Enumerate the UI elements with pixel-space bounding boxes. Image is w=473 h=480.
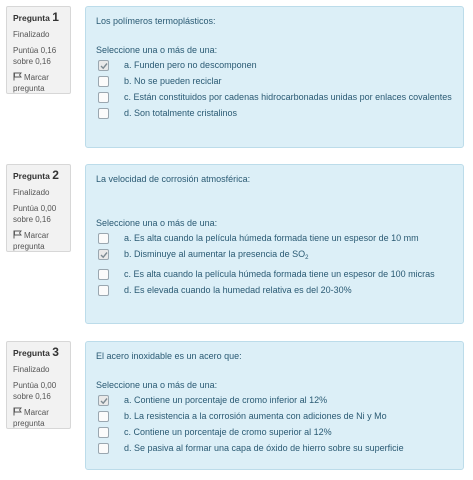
answer-prompt: Seleccione una o más de una: (96, 45, 218, 55)
answer-option-d[interactable] (96, 442, 453, 454)
answer-option-c[interactable] (96, 426, 453, 438)
flag-icon (13, 72, 22, 81)
checkbox-icon[interactable] (98, 427, 109, 438)
checkbox-icon[interactable] (98, 76, 109, 87)
question-text: Los polímeros termoplásticos: (96, 16, 216, 26)
option-label: a. Funden pero no descomponen (124, 60, 257, 70)
option-subscript: 2 (305, 255, 309, 261)
option-label: d. Son totalmente cristalinos (124, 108, 238, 118)
answer-option-a[interactable] (96, 394, 453, 406)
answer-option-a[interactable] (96, 59, 453, 71)
answer-prompt: Seleccione una o más de una: (96, 380, 218, 390)
option-label: c. Están constituidos por cadenas hidrocarbonadas unidas por enlaces covalentes (124, 92, 452, 102)
option-label: d. Se pasiva al formar una capa de óxido de hierro sobre su superficie (124, 443, 404, 453)
question-info-1 (6, 6, 71, 94)
option-label: a. Es alta cuando la película húmeda formada tiene un espesor de 10 mm (124, 233, 419, 243)
checkbox-icon[interactable] (98, 233, 109, 244)
answer-option-a[interactable] (96, 232, 453, 244)
checkbox-checked-icon[interactable] (98, 395, 109, 406)
question-state: Finalizado (13, 188, 50, 197)
answer-option-c[interactable] (96, 268, 453, 280)
flag-label: Marcar pregunta (13, 73, 49, 93)
question-info-2 (6, 164, 71, 252)
question-state: Finalizado (13, 30, 50, 39)
flag-icon (13, 230, 22, 239)
option-label: b. La resistencia a la corrosión aumenta con adiciones de Ni y Mo (124, 411, 387, 421)
question-content-1 (85, 6, 464, 148)
question-content-2 (85, 164, 464, 324)
flag-label: Marcar pregunta (13, 408, 49, 428)
question-number (13, 170, 66, 182)
question-grade: Puntúa 0,16 sobre 0,16 (13, 46, 57, 66)
checkbox-checked-icon[interactable] (98, 60, 109, 71)
checkbox-icon[interactable] (98, 92, 109, 103)
flag-question-link[interactable] (13, 72, 66, 94)
flag-question-link[interactable] (13, 407, 66, 429)
question-text: El acero inoxidable es un acero que: (96, 351, 242, 361)
flag-question-link[interactable] (13, 230, 66, 252)
question-number-value: 2 (52, 168, 59, 182)
checkbox-icon[interactable] (98, 411, 109, 422)
question-info-3 (6, 341, 71, 429)
question-number-value: 1 (52, 10, 59, 24)
question-label: Pregunta (13, 171, 50, 181)
option-label: b. Disminuye al aumentar la presencia de SO (124, 249, 306, 259)
answer-prompt: Seleccione una o más de una: (96, 218, 218, 228)
question-label: Pregunta (13, 13, 50, 23)
question-content-3 (85, 341, 464, 470)
question-label: Pregunta (13, 348, 50, 358)
flag-icon (13, 407, 22, 416)
checkbox-icon[interactable] (98, 285, 109, 296)
question-number (13, 12, 66, 24)
question-number-value: 3 (52, 345, 59, 359)
question-state: Finalizado (13, 365, 50, 374)
checkbox-icon[interactable] (98, 108, 109, 119)
checkbox-checked-icon[interactable] (98, 249, 109, 260)
question-text: La velocidad de corrosión atmosférica: (96, 174, 251, 184)
question-grade: Puntúa 0,00 sobre 0,16 (13, 381, 57, 401)
answer-option-d[interactable] (96, 284, 453, 296)
option-label: d. Es elevada cuando la humedad relativa es del 20-30% (124, 285, 352, 295)
question-number (13, 347, 66, 359)
flag-label: Marcar pregunta (13, 231, 49, 251)
answer-option-b[interactable] (96, 410, 453, 422)
answer-option-b[interactable] (96, 248, 453, 264)
answer-option-d[interactable] (96, 107, 453, 119)
answer-option-c[interactable] (96, 91, 453, 103)
checkbox-icon[interactable] (98, 443, 109, 454)
question-grade: Puntúa 0,00 sobre 0,16 (13, 204, 57, 224)
checkbox-icon[interactable] (98, 269, 109, 280)
option-label: c. Contiene un porcentaje de cromo superior al 12% (124, 427, 332, 437)
answer-option-b[interactable] (96, 75, 453, 87)
option-label: a. Contiene un porcentaje de cromo inferior al 12% (124, 395, 328, 405)
option-label: b. No se pueden reciclar (124, 76, 222, 86)
option-label: c. Es alta cuando la película húmeda formada tiene un espesor de 100 micras (124, 269, 435, 279)
